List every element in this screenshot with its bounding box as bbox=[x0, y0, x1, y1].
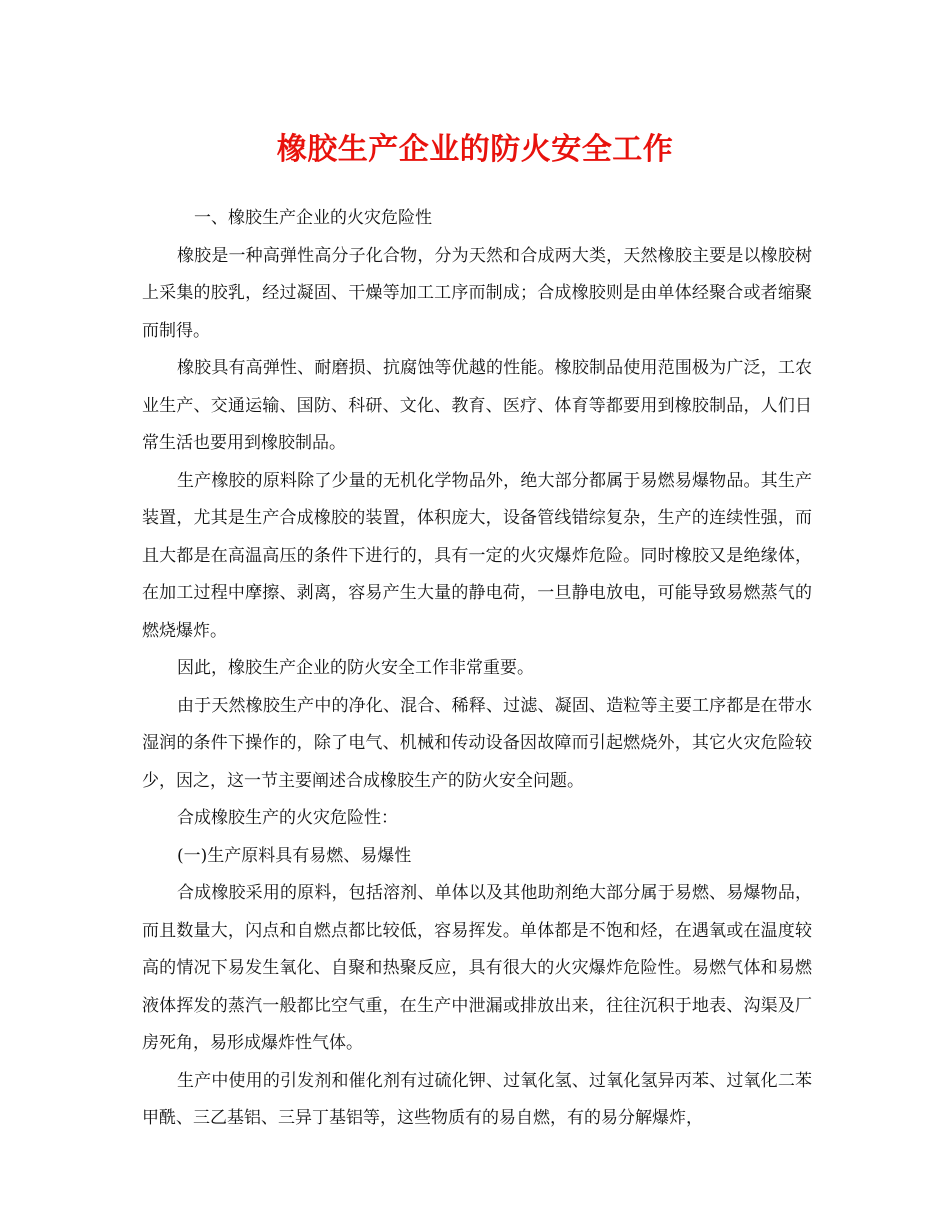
paragraph: 合成橡胶生产的火灾危险性： bbox=[177, 808, 398, 828]
paragraph: 因此，橡胶生产企业的防火安全工作非常重要。 bbox=[177, 658, 534, 678]
subsection-heading: (一)生产原料具有易燃、易爆性 bbox=[177, 845, 412, 866]
document-title: 橡胶生产企业的防火安全工作 bbox=[276, 132, 674, 167]
paragraph: 由于天然橡胶生产中的净化、混合、稀释、过滤、凝固、造粒等主要工序都是在带水湿润的条件下操作的，除了电气、机械和传动设备因故障而引起燃烧外，其它火灾危险较少，因之，这一节主要阐述合成橡胶生产的防火安全问题。 bbox=[142, 695, 812, 791]
paragraph: 橡胶具有高弹性、耐磨损、抗腐蚀等优越的性能。橡胶制品使用范围极为广泛，工农业生产、交通运输、国防、科研、文化、教育、医疗、体育等都要用到橡胶制品，人们日常生活也要用到橡胶制品。 bbox=[142, 358, 812, 453]
paragraph: 橡胶是一种高弹性高分子化合物，分为天然和合成两大类，天然橡胶主要是以橡胶树上采集的胶乳，经过凝固、干燥等加工工序而制成；合成橡胶则是由单体经聚合或者缩聚而制得。 bbox=[142, 245, 812, 341]
paragraph: 合成橡胶采用的原料，包括溶剂、单体以及其他助剂绝大部分属于易燃、易爆物品，而且数量大，闪点和自燃点都比较低，容易挥发。单体都是不饱和烃，在遇氧或在温度较高的情况下易发生氧化、自聚和热聚反应，具有很大的火灾爆炸危险性。易燃气体和易燃液体挥发的蒸汽一般都比空气重，在生产中泄漏或排放出来，往往沉积于地表、沟渠及厂房死角，易形成爆炸性气体。 bbox=[142, 883, 812, 1053]
paragraph: 生产中使用的引发剂和催化剂有过硫化钾、过氧化氢、过氧化氢异丙苯、过氧化二苯甲酰、三乙基铝、三异丁基铝等，这些物质有的易自燃，有的易分解爆炸， bbox=[142, 1070, 812, 1128]
document-body bbox=[142, 200, 812, 1138]
section-heading: 一、橡胶生产企业的火灾危险性 bbox=[194, 208, 432, 228]
paragraph: 生产橡胶的原料除了少量的无机化学物品外，绝大部分都属于易燃易爆物品。其生产装置，尤其是生产合成橡胶的装置，体积庞大，设备管线错综复杂，生产的连续性强，而且大都是在高温高压的条件下进行的，具有一定的火灾爆炸危险。同时橡胶又是绝缘体，在加工过程中摩擦、剥离，容易产生大量的静电荷，一旦静电放电，可能导致易燃蒸气的燃烧爆炸。 bbox=[142, 470, 812, 641]
